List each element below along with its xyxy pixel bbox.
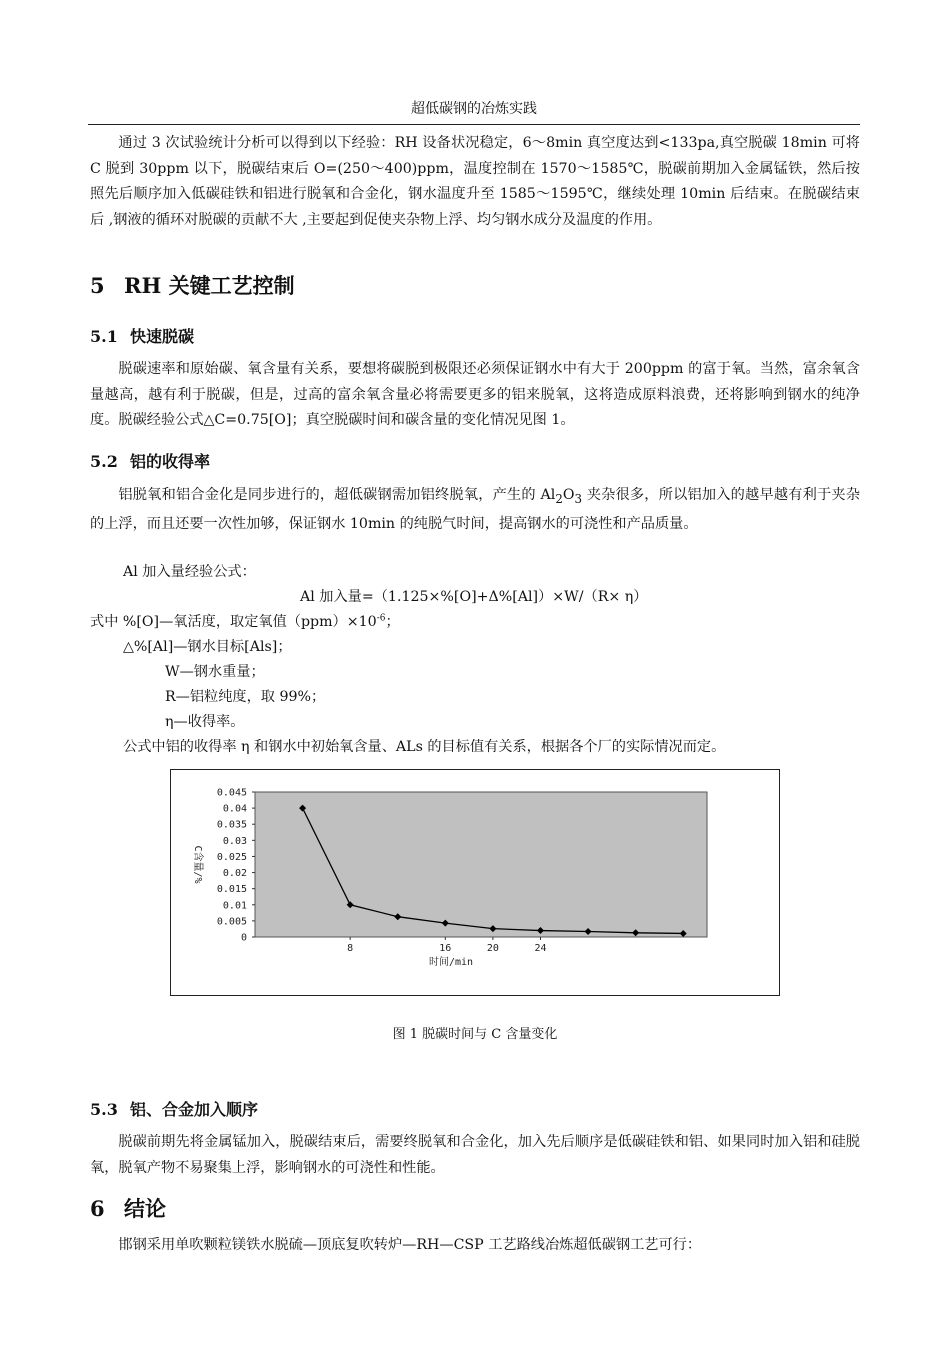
- plot-area: [255, 792, 707, 937]
- section-title: 结论: [124, 1196, 166, 1221]
- chart-svg: [171, 770, 779, 995]
- subsection-title: 铝的收得率: [130, 452, 211, 471]
- y-tick-label: 0.005: [216, 916, 247, 928]
- y-tick-label: 0.04: [222, 803, 247, 815]
- y-tick-label: 0.02: [222, 868, 247, 880]
- y-tick-label: 0.01: [222, 900, 247, 912]
- y-tick-label: 0.045: [216, 787, 247, 799]
- subscript: 2: [555, 491, 563, 506]
- section-6-heading: [90, 1193, 166, 1223]
- x-tick-label: 16: [439, 943, 452, 954]
- subsection-number: 5.1: [90, 327, 118, 346]
- page-header: 超低碳钢的冶炼实践: [88, 98, 860, 125]
- subsection-number: 5.2: [90, 452, 118, 471]
- formula-note: 公式中铝的收得率 η 和钢水中初始氧含量、ALs 的目标值有关系，根据各个厂的实际情况而定。: [123, 739, 726, 755]
- paragraph-text: 铝脱氧和铝合金化是同步进行的，超低碳钢需加铝终脱氧，产生的 Al: [118, 487, 556, 503]
- section-number: 5: [90, 273, 105, 298]
- section-5-3-paragraph: 脱碳前期先将金属锰加入，脱碳结束后，需要终脱氧和合金化，加入先后顺序是低碳硅铁和铝、如果同时加入铝和硅脱氧，脱氧产物不易聚集上浮，影响钢水的可浇性和性能。: [90, 1134, 860, 1176]
- subsection-title: 快速脱碳: [130, 327, 195, 346]
- definition-w: W—钢水重量；: [165, 664, 265, 680]
- y-axis-label: C含量/%: [192, 845, 203, 884]
- formula: Al 加入量=（1.125×%[O]+Δ%[Al]）×W/（R× η）: [300, 589, 648, 605]
- definition-eta: η—收得率。: [165, 714, 245, 730]
- x-tick-label: 8: [347, 943, 354, 954]
- paragraph-text: O: [562, 487, 575, 503]
- section-5-1-heading: [90, 324, 194, 347]
- section-5-3-heading: [90, 1097, 258, 1120]
- definition-al: △%[Al]—钢水目标[Als]；: [123, 639, 292, 655]
- intro-paragraph: 通过 3 次试验统计分析可以得到以下经验：RH 设备状况稳定，6～8min 真空度达到<133pa,真空脱碳 18min 可将 C 脱到 30ppm 以下，脱碳结束后 O=(250～400)ppm，温度控制在 1570～1585℃，脱碳前期加入金属锰铁，然后按照先后顺序加入低碳硅铁和铝进行脱氧和合金化，钢水温度升至 1585～1595℃，继续处理 10min 后结束。在脱碳结束后 ,钢液的循环对脱碳的贡献不大 ,主要起到促使夹杂物上浮、均匀钢水成分及温度的作用。: [90, 135, 860, 228]
- subscript: 3: [574, 491, 583, 506]
- y-tick-label: 0.03: [222, 835, 247, 847]
- y-tick-label: 0.015: [216, 884, 247, 896]
- section-5-2-heading: [90, 449, 210, 472]
- section-number: 6: [90, 1196, 105, 1221]
- definition-text: ；: [385, 614, 400, 630]
- definition-text: 式中 %[O]—氧活度，取定氧值（ppm）×10: [90, 614, 377, 630]
- section-5-2-paragraph: [90, 483, 860, 538]
- section-5-1-paragraph: 脱碳速率和原始碳、氧含量有关系，要想将碳脱到极限还必须保证钢水中有大于 200ppm 的富于氧。当然，富余氧含量越高，越有利于脱碳，但是，过高的富余氧含量必将需要更多的铝来脱氧，这将造成原料浪费，还将影响到钢水的纯净度。脱碳经验公式△C=0.75[O]；真空脱碳时间和碳含量的变化情况见图 1。: [90, 361, 860, 428]
- superscript: -6: [376, 613, 386, 624]
- figure-1-chart: [170, 769, 780, 996]
- y-tick-label: 0.035: [216, 819, 247, 831]
- where-line: [90, 611, 400, 631]
- paragraph-text: 夹杂很多，所以铝加入的越早越有利于夹杂的上浮，而且还要一次性加够，保证钢水 10min 的纯脱气时间，提高钢水的可浇性和产品质量。: [90, 487, 861, 533]
- x-axis-label: 时间/min: [428, 957, 474, 968]
- figure-caption: 图 1 脱碳时间与 C 含量变化: [392, 1027, 558, 1042]
- formula-intro: Al 加入量经验公式：: [123, 564, 256, 580]
- subsection-number: 5.3: [90, 1100, 118, 1119]
- definition-r: R—铝粒纯度，取 99%；: [165, 689, 326, 705]
- x-tick-label: 20: [486, 943, 499, 954]
- section-5-heading: [90, 270, 295, 300]
- section-title: RH 关键工艺控制: [124, 273, 295, 298]
- section-6-paragraph: 邯钢采用单吹颗粒镁铁水脱硫—顶底复吹转炉—RH—CSP 工艺路线冶炼超低碳钢工艺可行：: [118, 1237, 702, 1253]
- y-tick-label: 0.025: [216, 851, 247, 863]
- x-tick-label: 24: [534, 943, 547, 954]
- subsection-title: 铝、合金加入顺序: [130, 1100, 259, 1119]
- y-tick-label: 0: [240, 932, 247, 944]
